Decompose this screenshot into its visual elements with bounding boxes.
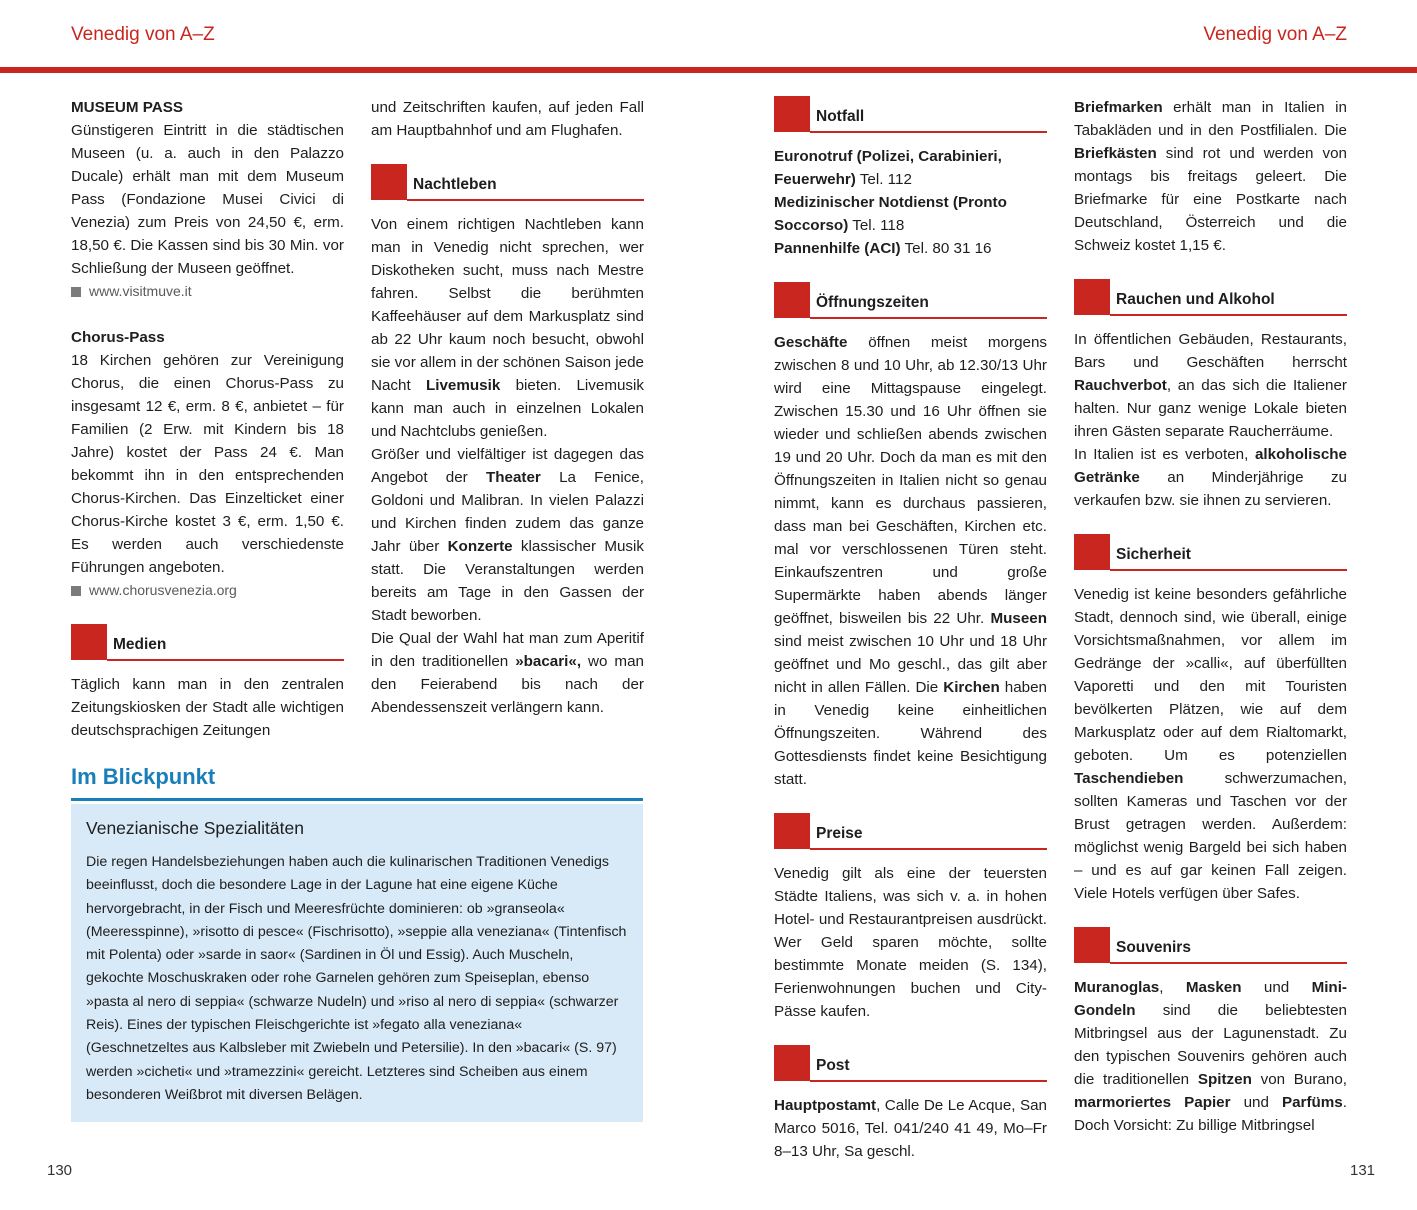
medien-text: Täglich kann man in den zentralen Zeitungskiosken der Stadt alle wichtigen deutschsprachigen Zeitungen	[71, 676, 344, 739]
page-number-left: 130	[47, 1162, 73, 1179]
museum-pass-text: Günstigeren Eintritt in die städtischen Museen (u. a. auch in den Palazzo Ducale) erhält man mit dem Museum Pass (Fondazione Musei Civici di Venezia) zum Preis von 24,50 €, erm. 18,50 €. Die Kassen sind bis 30 Min. vor Schließung der Museen geöffnet.	[71, 122, 344, 277]
column-1	[71, 96, 344, 742]
square-bullet-icon	[71, 586, 81, 596]
post-text: Hauptpostamt, Calle De Le Acque, San Marco 5016, Tel. 041/240 41 49, Mo–Fr 8–13 Uhr, Sa geschl.	[774, 1097, 1047, 1160]
section-title: Medien	[113, 636, 167, 653]
blickpunkt-heading: Venezianische Spezialitäten	[86, 818, 304, 838]
section-title: Preise	[816, 825, 863, 842]
chorus-pass-text: 18 Kirchen gehören zur Vereinigung Chorus, die einen Chorus-Pass zu insgesamt 12 €, erm. 8 €, anbietet – für Familien (2 Erw. mit Kindern bis 18 Jahre) kostet der Pass 24 €. Man bekommt ihn in den entsprechenden Chorus-Kirchen. Das Einzelticket einer Chorus-Kirche kostet 3 €, erm. 1,50 €. Es werden auch verschiedenste Führungen angeboten.	[71, 352, 344, 576]
section-header-post	[774, 1045, 1047, 1082]
blickpunkt-text: Die regen Handelsbeziehungen haben auch die kulinarischen Traditionen Venedigs beeinflusst, doch die besondere Lage in der Lagune hat eine eigene Küche hervorgebracht, in der Fisch und Meeresfrüchte dominieren: ob »granseola« (Meeresspinne), »risotto di pesce« (Fischrisotto), »seppie alla veneziana« (Tintenfisch mit Polenta) oder »sarde in saor« (Sardinen in Öl und Essig). Auch Muscheln, gekochte Moschuskraken oder rohe Garnelen gehören zum Speiseplan, ebenso »pasta al nero di seppia« (schwarze Nudeln) und »riso al nero di seppia« (schwarzer Reis). Eines der typischen Fleischgerichte ist »fegato alla veneziana« (Geschnetzeltes aus Kalbsleber mit Zwiebeln und Petersilie). In den »bacari« (S. 97) werden »cicheti« und »tramezzini« gereicht. Letzteres sind Scheiben aus einem besonderen Weißbrot mit diversen Belägen.	[86, 854, 627, 1103]
nachtleben-paragraph-1: Von einem richtigen Nachtleben kann man in Venedig nicht sprechen, wer Diskotheken sucht, muss nach Mestre fahren. Selbst die berühmten Kaffeehäuser auf dem Markusplatz sind ab 22 Uhr kaum noch besucht, obwohl sie vor allem in der schönen Saison jede Nacht Livemusik bieten. Livemusik kann man auch in einzelnen Lokalen und Nachtclubs genießen.	[371, 216, 644, 440]
chorus-link[interactable]	[71, 579, 344, 602]
blickpunkt-rule	[71, 798, 643, 801]
museum-link[interactable]	[71, 280, 344, 303]
blickpunkt-title: Im Blickpunkt	[71, 764, 216, 789]
notfall-pannenhilfe: Pannenhilfe (ACI) Tel. 80 31 16	[774, 240, 992, 257]
section-header-medien	[71, 624, 344, 661]
rauchen-paragraph-1: In öffentlichen Gebäuden, Restaurants, Bars und Geschäften herrscht Rauchverbot, an das sich die Italiener halten. Nur ganz wenige Lokale bieten ihren Gästen separate Raucherräume.	[1074, 331, 1347, 440]
section-marker-icon	[371, 164, 407, 200]
rauchen-paragraph-2: In Italien ist es verboten, alkoholische Getränke an Minderjährige zu verkaufen bzw. sie ihnen zu servieren.	[1074, 446, 1347, 509]
column-3	[774, 96, 1047, 1163]
section-marker-icon	[774, 96, 810, 132]
nachtleben-paragraph-3: Die Qual der Wahl hat man zum Aperitif in den traditionellen »bacari«, wo man den Feierabend bis nach der Abendessenszeit verlängern kann.	[371, 630, 644, 716]
square-bullet-icon	[71, 287, 81, 297]
section-header-preise	[774, 813, 1047, 850]
section-marker-icon	[774, 282, 810, 318]
notfall-notdienst: Medizinischer Notdienst (Pronto Soccorso) Tel. 118	[774, 194, 1007, 234]
chorus-link-text[interactable]: www.chorusvenezia.org	[89, 582, 237, 598]
section-title: Post	[816, 1057, 850, 1074]
oeffnungszeiten-text: Geschäfte öffnen meist morgens zwischen 8 und 10 Uhr, ab 12.30/13 Uhr wird eine Mittagspause eingelegt. Zwischen 15.30 und 16 Uhr öffnen sie wieder und schließen abends zwischen 19 und 20 Uhr. Doch da man es mit den Öffnungszeiten in Italien nicht so genau nimmt, kann es durchaus passieren, dass man bei Geschäften, Kirchen etc. mal vor verschlossenen Türen steht. Einkaufszentren und große Supermärkte haben abends länger geöffnet, bisweilen bis 22 Uhr. Museen sind meist zwischen 10 Uhr und 18 Uhr geöffnet und Mo geschl., das gilt aber nicht in allen Fällen. Die Kirchen haben in Venedig keine einheitlichen Öffnungszeiten. Während des Gottesdiensts findet keine Besichtigung statt.	[774, 334, 1047, 788]
section-marker-icon	[774, 1045, 810, 1081]
column-4	[1074, 96, 1347, 1137]
museum-link-text[interactable]: www.visitmuve.it	[89, 283, 192, 299]
preise-text: Venedig gilt als eine der teuersten Städte Italiens, was sich v. a. in hohen Hotel- und Restaurantpreisen ausdrückt. Wer Geld sparen möchte, sollte bestimmte Monate meiden (S. 134), Ferienwohnungen buchen und City-Pässe kaufen.	[774, 865, 1047, 1020]
chorus-pass-heading: Chorus-Pass	[71, 329, 165, 346]
header-rule	[0, 67, 1417, 73]
section-marker-icon	[1074, 279, 1110, 315]
briefmarken-text: Briefmarken erhält man in Italien in Tabakläden und in den Postfilialen. Die Briefkästen sind rot und werden von montags bis freitags geleert. Die Briefmarke für eine Postkarte nach Deutschland, Österreich und die Schweiz kostet 1,15 €.	[1074, 99, 1347, 254]
running-header-left: Venedig von A–Z	[71, 24, 215, 45]
section-header-nachtleben	[371, 164, 644, 201]
section-header-rauchen	[1074, 279, 1347, 316]
page-number-right: 131	[1350, 1162, 1376, 1179]
column-2	[371, 96, 644, 719]
nachtleben-paragraph-2: Größer und vielfältiger ist dagegen das Angebot der Theater La Fenice, Goldoni und Malibran. In vielen Palazzi und Kirchen finden zudem das ganze Jahr über Konzerte klassischer Musik statt. Die Veranstaltungen werden bereits am Tage in den Gassen der Stadt beworben.	[371, 446, 644, 624]
section-header-oeffnungszeiten	[774, 282, 1047, 319]
souvenirs-text: Muranoglas, Masken und Mini-Gondeln sind die beliebtesten Mitbringsel aus der Lagunenstadt. Zu den typischen Souvenirs gehören auch die traditionellen Spitzen von Burano, marmoriertes Papier und Parfüms. Doch Vorsicht: Zu billige Mitbringsel	[1074, 979, 1347, 1134]
section-marker-icon	[774, 813, 810, 849]
museum-pass-heading: MUSEUM PASS	[71, 99, 183, 116]
section-title: Öffnungszeiten	[816, 294, 929, 311]
section-marker-icon	[1074, 534, 1110, 570]
section-title: Souvenirs	[1116, 939, 1191, 956]
section-marker-icon	[71, 624, 107, 660]
section-header-sicherheit	[1074, 534, 1347, 571]
notfall-euronotruf: Euronotruf (Polizei, Carabinieri, Feuerwehr) Tel. 112	[774, 148, 1002, 188]
section-title: Notfall	[816, 108, 865, 125]
section-marker-icon	[1074, 927, 1110, 963]
section-title: Nachtleben	[413, 176, 497, 193]
section-title: Rauchen und Alkohol	[1116, 291, 1275, 308]
section-header-souvenirs	[1074, 927, 1347, 964]
section-title: Sicherheit	[1116, 546, 1191, 563]
blickpunkt-box	[71, 804, 643, 1122]
section-header-notfall	[774, 96, 1047, 133]
sicherheit-text: Venedig ist keine besonders gefährliche Stadt, dennoch sind, wie überall, einige Vorsichtsmaßnahmen, vor allem im Gedränge der »calli«, auf überfüllten Vaporetti und den mit Touristen bevölkerten Plätzen, wie auf dem Markusplatz oder auf dem Rialtomarkt, geboten. Um es potenziellen Taschendieben schwerzumachen, sollten Kameras und Taschen vor der Brust getragen werden. Außerdem: möglichst wenig Bargeld bei sich haben – und es auf gar keinen Fall zeigen. Viele Hotels verfügen über Safes.	[1074, 586, 1347, 902]
running-header-right: Venedig von A–Z	[1203, 24, 1347, 45]
medien-text-continued: und Zeitschriften kaufen, auf jeden Fall am Hauptbahnhof und am Flughafen.	[371, 99, 644, 139]
